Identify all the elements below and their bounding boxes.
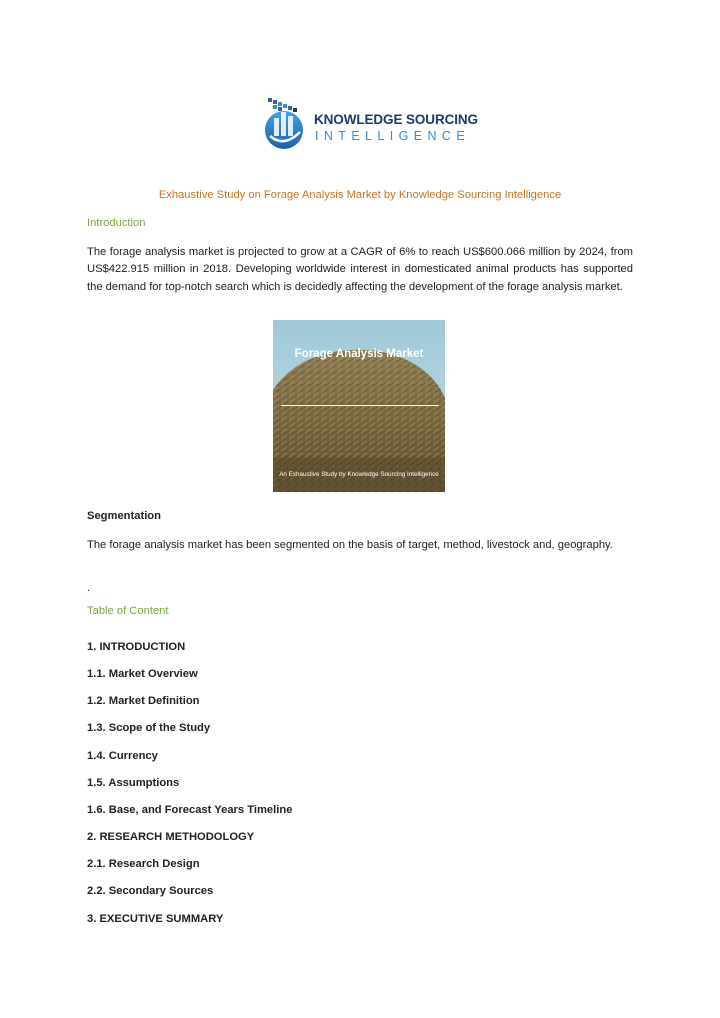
cover-image-title: Forage Analysis Market (294, 348, 424, 360)
company-logo (262, 96, 478, 152)
toc-item: 1.3. Scope of the Study (87, 722, 211, 734)
toc-item: 1.1. Market Overview (87, 668, 198, 680)
toc-item: 3. EXECUTIVE SUMMARY (87, 913, 224, 925)
toc-item: 1.2. Market Definition (87, 695, 200, 707)
toc-item: 1. INTRODUCTION (87, 641, 186, 653)
segmentation-paragraph: The forage analysis market has been segmented on the basis of target, method, livestock and, geography. (87, 539, 613, 551)
segmentation-heading: Segmentation (87, 510, 161, 522)
cover-image-divider (281, 405, 439, 406)
toc-item: 1.6. Base, and Forecast Years Timeline (87, 804, 293, 816)
toc-item: 2.2. Secondary Sources (87, 885, 214, 897)
market-cover-image (273, 320, 445, 492)
toc-item: 2. RESEARCH METHODOLOGY (87, 831, 255, 843)
introduction-heading: Introduction (87, 217, 146, 229)
document-title: Exhaustive Study on Forage Analysis Market by Knowledge Sourcing Intelligence (158, 189, 562, 201)
logo-text-line1: KNOWLEDGE SOURCING (314, 112, 478, 127)
toc-item: 2.1. Research Design (87, 858, 200, 870)
separator-dot: . (87, 582, 91, 594)
introduction-paragraph: The forage analysis market is projected to grow at a CAGR of 6% to reach US$600.066 million by 2024, from US$422.915 million in 2018. Developing worldwide interest in domesticated animal products has supported the demand for top-notch search which is decidedly affecting the development of the forage analysis market. (87, 246, 633, 293)
cover-image-subtitle: An Exhaustive Study by Knowledge Sourcing Intelligence (279, 471, 439, 478)
logo-text-line2: INTELLIGENCE (315, 129, 471, 143)
toc-heading: Table of Content (87, 605, 169, 617)
toc-item: 1.4. Currency (87, 750, 158, 762)
logo-emblem-icon (262, 96, 312, 152)
hay-pile-image (273, 320, 445, 492)
toc-item: 1.5. Assumptions (87, 777, 180, 789)
